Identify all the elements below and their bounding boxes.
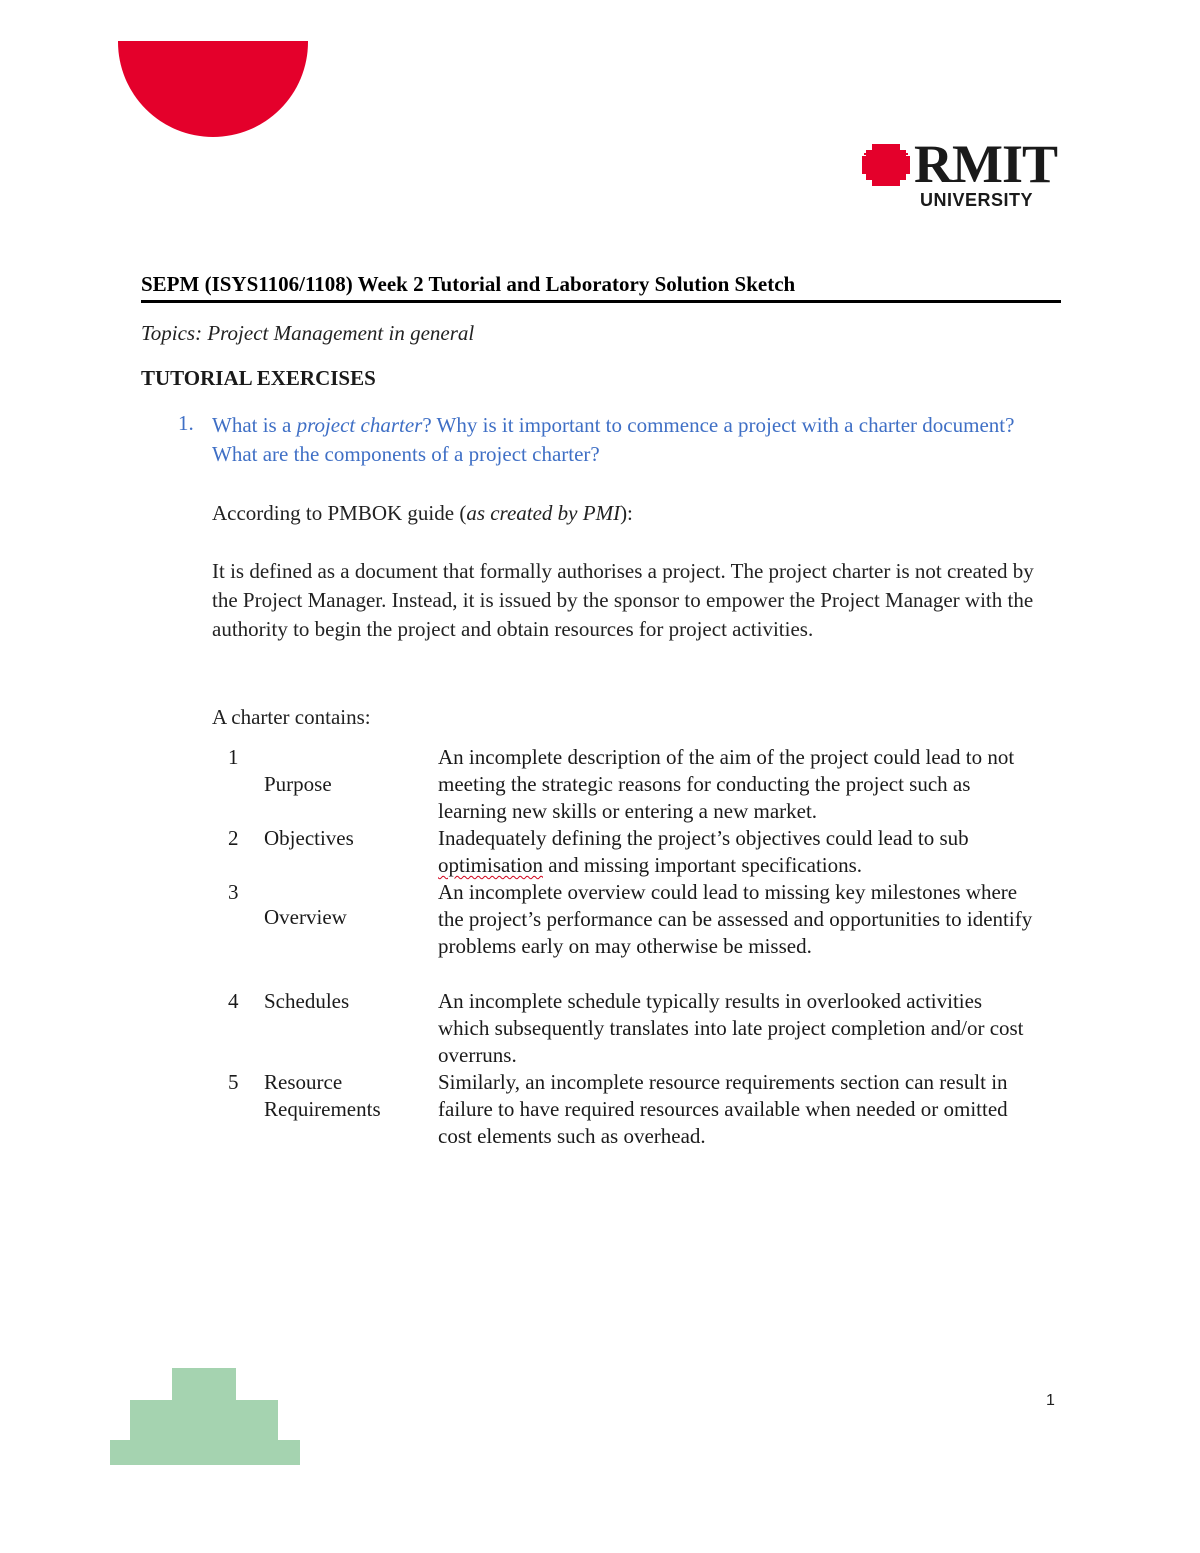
spelling-flagged-word: optimisation <box>438 853 543 877</box>
question-text-start: What is a <box>212 413 297 437</box>
red-semicircle-decoration <box>118 41 308 137</box>
rmit-logo <box>862 134 1062 212</box>
item-name: Schedules <box>264 989 350 1013</box>
item-description: An incomplete schedule typically results in overlooked activities which subsequently translates into late project completion and/or cost overruns. <box>438 989 1024 1067</box>
answer-intro <box>212 499 1042 528</box>
item-name: Resource Requirements <box>264 1070 381 1121</box>
table-row <box>228 825 1038 879</box>
question-text-end: ? Why is it important to commence a project with a charter document? What are the components of a project charter? <box>212 413 1015 466</box>
item-number: 2 <box>228 826 239 850</box>
charter-table <box>228 744 1038 1150</box>
page-number: 1 <box>1046 1392 1055 1409</box>
topics-line: Topics: Project Management in general <box>141 321 475 345</box>
table-row <box>228 1069 1038 1150</box>
table-row <box>228 744 1038 825</box>
item-number: 1 <box>228 745 239 769</box>
item-name-text: Overview <box>264 905 347 929</box>
table-row <box>228 988 1038 1069</box>
item-number: 4 <box>228 989 239 1013</box>
question-number: 1. <box>178 411 194 435</box>
charter-label: A charter contains: <box>212 705 371 729</box>
logo-subtitle: UNIVERSITY <box>920 190 1034 210</box>
rmit-pixel-mark-icon <box>862 144 910 186</box>
section-heading: TUTORIAL EXERCISES <box>141 366 376 390</box>
answer-body: It is defined as a document that formally authorises a project. The project charter is not created by the Project Manager. Instead, it is issued by the sponsor to empower the Project Manager with the authority to begin the project and obtain resources for project activities. <box>212 559 1034 641</box>
logo-wordmark: RMIT <box>914 134 1057 194</box>
title-rule <box>141 300 1061 303</box>
item-number: 5 <box>228 1070 239 1094</box>
question-emphasis: project charter <box>296 413 423 437</box>
item-name <box>264 879 438 960</box>
green-stepped-decoration <box>110 1368 300 1465</box>
item-description: An incomplete description of the aim of the project could lead to not meeting the strategic reasons for conducting the project such as learning new skills or entering a new market. <box>438 745 1015 823</box>
item-name-text: Purpose <box>264 772 332 796</box>
table-spacer-row <box>228 960 1038 988</box>
item-description: Similarly, an incomplete resource requirements section can result in failure to have required resources available when needed or omitted cost elements such as overhead. <box>438 1070 1008 1148</box>
question-text <box>212 411 1042 469</box>
document-title: SEPM (ISYS1106/1108) Week 2 Tutorial and Laboratory Solution Sketch <box>141 272 796 296</box>
item-number: 3 <box>228 880 239 904</box>
table-row <box>228 879 1038 960</box>
answer-intro-end: ): <box>620 501 633 525</box>
item-description-end: and missing important specifications. <box>543 853 863 877</box>
item-description-start: Inadequately defining the project’s objectives could lead to sub <box>438 826 969 850</box>
item-description <box>438 825 1038 879</box>
item-name: Objectives <box>264 826 354 850</box>
answer-intro-start: According to PMBOK guide ( <box>212 501 467 525</box>
answer-intro-emphasis: as created by PMI <box>466 501 621 525</box>
item-name <box>264 744 438 825</box>
item-description: An incomplete overview could lead to missing key milestones where the project’s performance can be assessed and opportunities to identify problems early on may otherwise be missed. <box>438 880 1033 958</box>
